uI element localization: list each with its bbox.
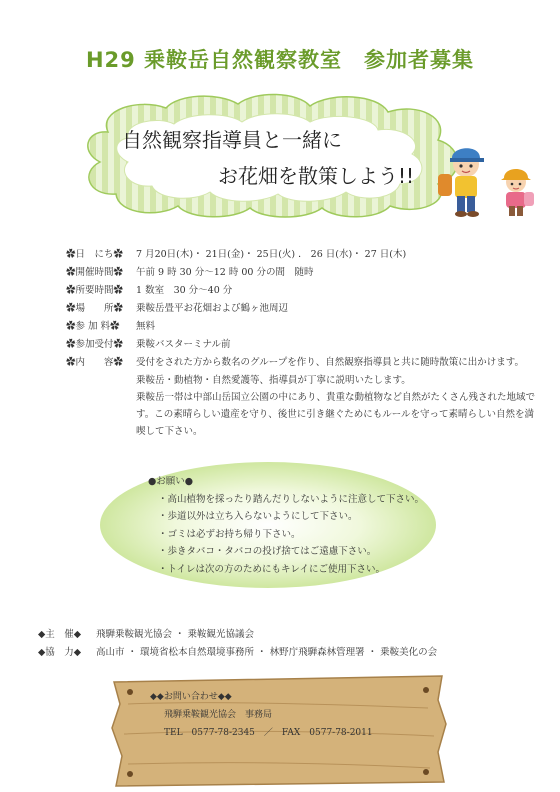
event-details <box>66 246 536 440</box>
detail-reception: ✿参加受付✿ 乗鞍バスターミナル前 <box>66 339 231 350</box>
detail-place: ✿場 所✿ 乗鞍岳畳平お花畑および鶴ヶ池周辺 <box>66 303 289 314</box>
notice-item: ・ゴミは必ずお持ち帰り下さい。 <box>158 528 301 540</box>
notice-item: ・歩きタバコ・タバコの投げ捨てはご遠慮下さい。 <box>158 546 377 558</box>
organizer-cooperation: ◆協 力◆ 高山市 ・ 環境省松本自然環境事務所 ・ 林野庁飛騨森林管理署 ・ 乗鞍美化の会 <box>38 647 438 658</box>
notice-item: ・高山植物を採ったり踏んだりしないように注意して下さい。 <box>158 493 425 505</box>
organizer-host: ◆主 催◆ 飛騨乗鞍観光協会 ・ 乗鞍観光協議会 <box>38 629 255 640</box>
contact-heading: ◆◆お問い合わせ◆◆ <box>150 692 232 702</box>
contact-organization: 飛騨乗鞍観光協会 事務局 <box>164 710 273 720</box>
detail-content: ✿内 容✿ 受付をされた方から数名のグループを作り、自然観察指導員と共に随時散策に出かけます。 <box>66 357 524 368</box>
hikers-illustration <box>428 140 543 220</box>
detail-time: ✿開催時間✿ 午前 9 時 30 分～12 時 00 分の間 随時 <box>66 267 314 278</box>
notice-heading: ●お願い● <box>148 476 194 487</box>
detail-fee: ✿参 加 料✿ 無料 <box>66 321 156 332</box>
notice-box <box>148 473 424 579</box>
notice-item: ・トイレは次の方のためにもキレイにご使用下さい。 <box>158 563 385 575</box>
cloud-headline-1: 自然観察指導員と一緒に <box>122 128 342 152</box>
boy-hiker-icon <box>438 148 484 217</box>
cloud-headline-2: お花畑を散策しよう!! <box>218 164 415 188</box>
girl-hiker-icon <box>501 169 534 216</box>
organizers <box>38 626 437 662</box>
contact-info <box>150 688 373 742</box>
notice-item: ・歩道以外は立ち入らないようにして下さい。 <box>158 511 358 523</box>
detail-duration: ✿所要時間✿ 1 数室 30 分～40 分 <box>66 285 233 296</box>
detail-date: ✿日 にち✿ 7 月20日(木)・ 21日(金)・ 25日(火) ． 26 日(水)・ 27 日(木) <box>66 249 407 260</box>
contact-phone: TEL 0577-78-2345 ／ FAX 0577-78-2011 <box>164 728 373 738</box>
page-title: H29 乗鞍岳自然観察教室 参加者募集 <box>85 48 475 72</box>
content-paragraph-1: 乗鞍岳・動植物・自然愛護等、指導員が丁寧に説明いたします。 <box>136 375 411 386</box>
cloud-banner <box>78 92 468 220</box>
content-paragraph-2: 乗鞍岳一帯は中部山岳国立公園の中にあり、貴重な動植物など自然がたくさん残された地域です。この素晴らしい遺産を守り、後世に引き継ぐためにもルールを守って素晴らしい自然を満喫して下さい。 <box>136 392 536 437</box>
